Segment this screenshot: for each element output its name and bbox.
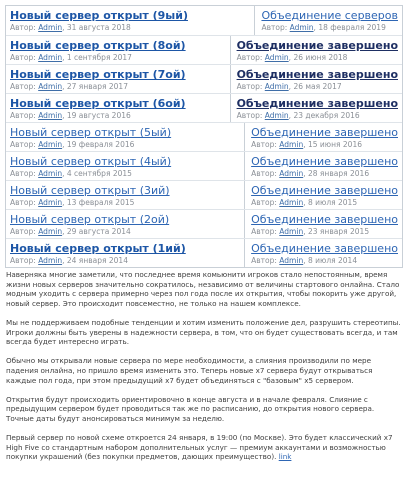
merge-cell — [245, 181, 402, 209]
merge-date: 28 января 2016 — [307, 169, 370, 178]
news-title-link[interactable]: Новый сервер открыт (2ой) — [10, 213, 170, 226]
author-link[interactable]: Admin — [264, 82, 289, 91]
merge-meta: Автор: Admin, 8 июля 2014 — [251, 256, 358, 265]
merge-title-link[interactable]: Объединение завершено — [251, 155, 398, 168]
author-link[interactable]: Admin — [38, 82, 63, 91]
article-link[interactable]: link — [278, 452, 292, 462]
article-paragraph: Обычно мы открывали новые сервера по мере необходимости, а слияния производили по мере падения онлайна, но пришло время изменить это. Теперь новые x7 сервера будут открываться каждые пол года, при этом предыдущий x7 будет объединяться с "базовым" x5 сервером. — [6, 356, 373, 385]
author-link[interactable]: Admin — [38, 53, 63, 62]
author-label: Автор: — [10, 198, 36, 207]
merge-title-link[interactable]: Объединение завершено — [251, 184, 398, 197]
news-cell — [6, 6, 255, 35]
merge-meta: Автор: Admin, 28 января 2016 — [251, 169, 370, 178]
author-link[interactable]: Admin — [279, 227, 304, 236]
author-link[interactable]: Admin — [264, 53, 289, 62]
merge-title-link[interactable]: Объединение завершено — [251, 126, 398, 139]
news-row — [6, 122, 402, 151]
author-link[interactable]: Admin — [38, 111, 63, 120]
news-meta: Автор: Admin, 27 января 2017 — [10, 82, 128, 91]
merge-meta: Автор: Admin, 15 июня 2016 — [251, 140, 362, 149]
news-date: 1 сентября 2017 — [66, 53, 132, 62]
news-row — [6, 35, 402, 64]
news-date: 31 августа 2018 — [66, 23, 131, 32]
merge-title-link[interactable]: Объединение завершено — [251, 242, 398, 255]
news-cell — [6, 239, 245, 267]
news-title-link[interactable]: Новый сервер открыт (3ий) — [10, 184, 170, 197]
author-link[interactable]: Admin — [38, 227, 63, 236]
author-link[interactable]: Admin — [38, 256, 63, 265]
article-paragraph-text: Первый сервер по новой схеме откроется 24 января, в 19:00 (по Москве). Это будет классический x7 High Five со стандартным набором дополнительных услуг — премиум аккаунтами и возможностью покупки украшений (без покупки предметов, дающих преимущество). — [6, 433, 393, 462]
news-cell — [6, 181, 245, 209]
merge-date: 15 июня 2016 — [307, 140, 362, 149]
merge-title-link[interactable]: Объединение завершено — [236, 39, 398, 52]
author-link[interactable]: Admin — [279, 169, 304, 178]
author-label: Автор: — [10, 140, 36, 149]
author-label: Автор: — [251, 140, 277, 149]
news-title-link[interactable]: Новый сервер открыт (8ой) — [10, 39, 186, 52]
article-text — [6, 270, 404, 471]
author-label: Автор: — [251, 198, 277, 207]
news-date: 19 августа 2016 — [66, 111, 131, 120]
news-row — [6, 151, 402, 180]
author-label: Автор: — [261, 23, 288, 32]
news-meta: Автор: Admin, 19 февраля 2016 — [10, 140, 135, 149]
merge-date: 23 января 2015 — [307, 227, 370, 236]
merge-title-link[interactable]: Объединение завершено — [236, 68, 398, 81]
merge-date: 23 декабря 2016 — [293, 111, 360, 120]
author-label: Автор: — [251, 169, 277, 178]
news-cell — [6, 152, 245, 180]
author-label: Автор: — [10, 23, 36, 32]
news-row — [6, 64, 402, 93]
author-label: Автор: — [10, 169, 36, 178]
author-link[interactable]: Admin — [38, 23, 63, 32]
author-label: Автор: — [10, 53, 36, 62]
news-row — [6, 180, 402, 209]
merge-date: 18 февраля 2019 — [318, 23, 386, 32]
author-link[interactable]: Admin — [38, 198, 63, 207]
author-label: Автор: — [236, 53, 263, 62]
author-label: Автор: — [10, 227, 36, 236]
merge-cell — [231, 65, 402, 93]
news-meta: Автор: Admin, 19 августа 2016 — [10, 111, 131, 120]
merge-cell — [245, 152, 402, 180]
news-cell — [6, 36, 231, 64]
author-link[interactable]: Admin — [279, 140, 304, 149]
news-title-link[interactable]: Новый сервер открыт (1ий) — [10, 242, 186, 255]
article-paragraph-last — [6, 433, 404, 462]
merge-cell — [231, 36, 402, 64]
news-meta: Автор: Admin, 4 сентября 2015 — [10, 169, 132, 178]
author-label: Автор: — [251, 256, 277, 265]
news-meta: Автор: Admin, 13 февраля 2015 — [10, 198, 135, 207]
news-date: 24 января 2014 — [66, 256, 128, 265]
news-row — [6, 6, 402, 35]
merge-meta: Автор: Admin, 23 декабря 2016 — [236, 111, 360, 120]
merge-meta: Автор: Admin, 8 июля 2015 — [251, 198, 358, 207]
merge-meta: Автор: Admin, 18 февраля 2019 — [261, 23, 386, 32]
article-paragraph: Наверняка многие заметили, что последнее время комьюнити игроков стало непостоянным, время жизни новых серверов значительно сократилось, независимо от величины стартового онлайна. Стало модным уходить с сервера примерно через пол года после их открытия, чтобы покорить уже другой, новый сервер. Это происходит повсеместно, не только на нашем комплексе. — [6, 270, 400, 308]
merge-cell — [231, 94, 402, 122]
merge-title-link[interactable]: Объединение серверов — [261, 9, 398, 22]
merge-meta: Автор: Admin, 26 июня 2018 — [236, 53, 348, 62]
article-paragraph: Открытия будут происходить ориентировочно в конце августа и в начале февраля. Слияние с предыдущим сервером будет проводиться так же по расписанию, до открытия нового сервера. Точные даты будут анонсироваться минимум за неделю. — [6, 394, 375, 423]
author-label: Автор: — [236, 82, 263, 91]
news-cell — [6, 123, 245, 151]
news-meta: Автор: Admin, 24 января 2014 — [10, 256, 128, 265]
news-date: 29 августа 2014 — [66, 227, 131, 236]
author-label: Автор: — [251, 227, 277, 236]
news-cell — [6, 94, 231, 122]
merge-title-link[interactable]: Объединение завершено — [251, 213, 398, 226]
merge-meta: Автор: Admin, 26 мая 2017 — [236, 82, 342, 91]
merge-title-link[interactable]: Объединение завершено — [236, 97, 398, 110]
news-row — [6, 209, 402, 238]
merge-date: 26 мая 2017 — [293, 82, 342, 91]
news-title-link[interactable]: Новый сервер открыт (6ой) — [10, 97, 186, 110]
author-link[interactable]: Admin — [38, 169, 63, 178]
merge-date: 8 июля 2015 — [307, 198, 358, 207]
news-meta: Автор: Admin, 1 сентября 2017 — [10, 53, 132, 62]
author-label: Автор: — [10, 256, 36, 265]
news-date: 27 января 2017 — [66, 82, 128, 91]
news-date: 19 февраля 2016 — [66, 140, 135, 149]
merge-cell — [245, 210, 402, 238]
article-paragraph: Мы не поддерживаем подобные тенденции и хотим изменить положение дел, разрушить стереотипы. Игроки должны быть уверены в надежности сервера, в том, что он будет существовать всегда, и там всегда будет интересно играть. — [6, 317, 401, 347]
author-link[interactable]: Admin — [38, 140, 63, 149]
merge-cell — [245, 239, 402, 267]
news-title-link[interactable]: Новый сервер открыт (4ый) — [10, 155, 172, 168]
news-table — [5, 5, 403, 268]
news-row — [6, 238, 402, 267]
author-link[interactable]: Admin — [279, 256, 304, 265]
news-meta: Автор: Admin, 29 августа 2014 — [10, 227, 131, 236]
author-link[interactable]: Admin — [289, 23, 314, 32]
author-label: Автор: — [236, 111, 263, 120]
merge-cell — [255, 6, 402, 35]
author-link[interactable]: Admin — [279, 198, 304, 207]
news-date: 13 февраля 2015 — [66, 198, 135, 207]
author-label: Автор: — [10, 111, 36, 120]
merge-date: 8 июля 2014 — [307, 256, 358, 265]
news-meta: Автор: Admin, 31 августа 2018 — [10, 23, 131, 32]
news-date: 4 сентября 2015 — [66, 169, 132, 178]
news-title-link[interactable]: Новый сервер открыт (7ой) — [10, 68, 186, 81]
author-link[interactable]: Admin — [264, 111, 289, 120]
news-title-link[interactable]: Новый сервер открыт (5ый) — [10, 126, 172, 139]
news-cell — [6, 65, 231, 93]
merge-date: 26 июня 2018 — [293, 53, 348, 62]
author-label: Автор: — [10, 82, 36, 91]
news-cell — [6, 210, 245, 238]
news-title-link[interactable]: Новый сервер открыт (9ый) — [10, 9, 188, 22]
merge-cell — [245, 123, 402, 151]
merge-meta: Автор: Admin, 23 января 2015 — [251, 227, 370, 236]
news-row — [6, 93, 402, 122]
